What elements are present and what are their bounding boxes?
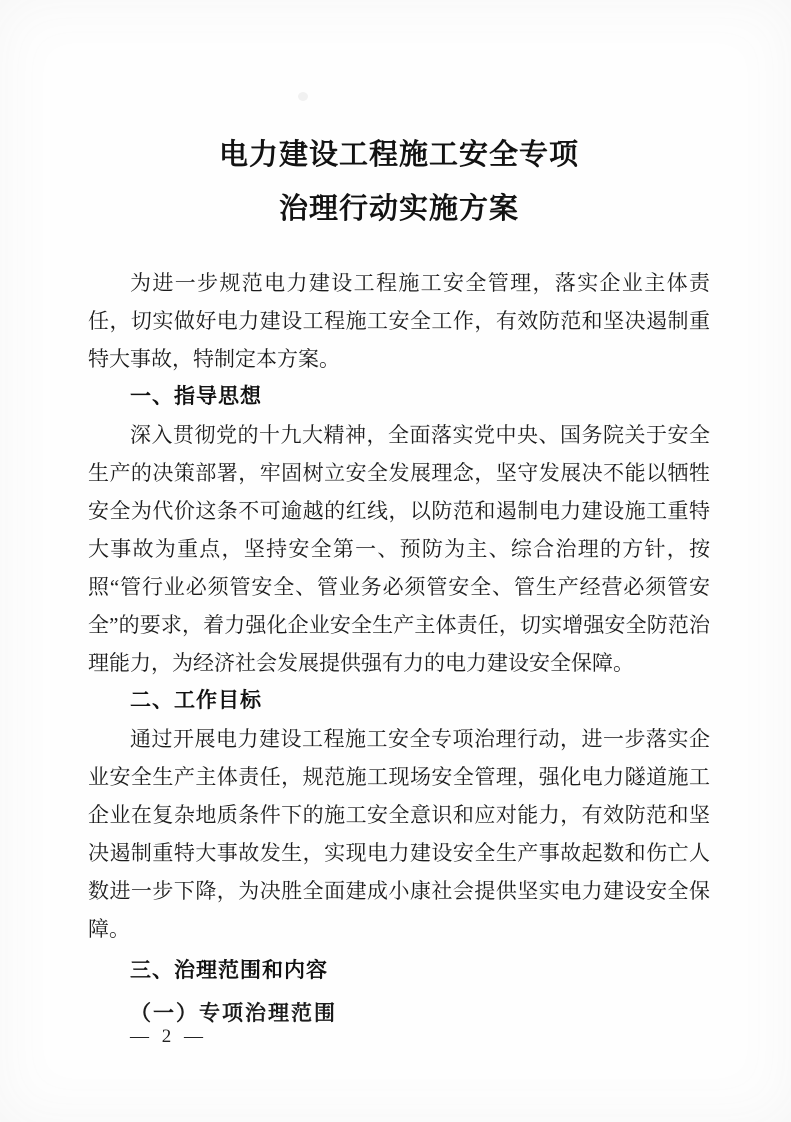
document-title-line1: 电力建设工程施工安全专项 — [218, 139, 579, 171]
document-title-line2: 治理行动实施方案 — [278, 193, 519, 225]
section-body-guiding-ideology: 深入贯彻党的十九大精神，全面落实党中央、国务院关于安全生产的决策部署，牢固树立安全发展理念，坚守发展决不能以牺牲安全为代价这条不可逾越的红线，以防范和遏制电力建设施工重特大事故为重点，坚持安全第一、预防为主、综合治理的方针，按照“管行业必须管安全、管业务必须管安全、管生产经营必须管安全”的要求，着力强化企业安全生产主体责任，切实增强安全防范治理能力，为经济社会发展提供强有力的电力建设安全保障。 — [88, 423, 710, 675]
document-title — [88, 128, 710, 236]
subsection-heading-special-scope: （一）专项治理范围 — [130, 1001, 337, 1025]
section-heading-guiding-ideology: 一、指导思想 — [130, 385, 262, 408]
scan-smudge — [298, 92, 308, 101]
section-body-work-goals: 通过开展电力建设工程施工安全专项治理行动，进一步落实企业安全生产主体责任，规范施工现场安全管理，强化电力隧道施工企业在复杂地质条件下的施工安全意识和应对能力，有效防范和坚决遏制重特大事故发生，实现电力建设安全生产事故起数和伤亡人数进一步下降，为决胜全面建成小康社会提供坚实电力建设安全保障。 — [88, 727, 710, 941]
section-heading-work-goals: 二、工作目标 — [130, 689, 262, 712]
section-heading-scope-content: 三、治理范围和内容 — [130, 959, 328, 982]
page-number: — 2 — — [130, 1026, 207, 1047]
intro-paragraph: 为进一步规范电力建设工程施工安全管理，落实企业主体责任，切实做好电力建设工程施工安全工作，有效防范和坚决遏制重特大事故，特制定本方案。 — [88, 271, 710, 371]
